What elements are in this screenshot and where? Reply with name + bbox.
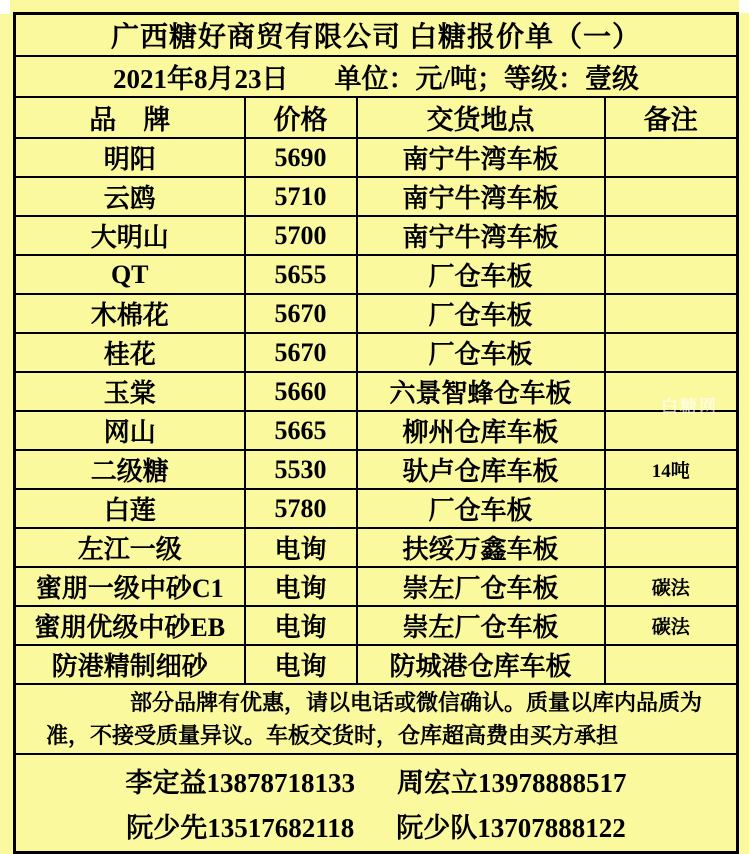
remark-cell: 碳法 [605, 567, 738, 606]
brand-cell: 蜜朋优级中砂EB [15, 606, 245, 645]
remark-cell [605, 216, 738, 255]
price-cell: 5670 [245, 294, 357, 333]
remark-cell [605, 411, 738, 450]
brand-cell: 玉棠 [15, 372, 245, 411]
location-cell: 南宁牛湾车板 [357, 216, 605, 255]
remark-cell [605, 177, 738, 216]
notes-cell [15, 684, 738, 754]
contact-name: 周宏立 [397, 768, 478, 798]
table-row [15, 177, 738, 216]
remark-cell [605, 528, 738, 567]
notes-row [15, 684, 738, 754]
table-row [15, 567, 738, 606]
remark-cell [605, 294, 738, 333]
sheet-title: 广西糖好商贸有限公司 白糖报价单（一） [15, 14, 738, 57]
remark-cell: 14吨 [605, 450, 738, 489]
brand-cell: 桂花 [15, 333, 245, 372]
price-cell: 电询 [245, 567, 357, 606]
contact-entry [126, 761, 356, 800]
price-cell: 5530 [245, 450, 357, 489]
price-cell: 5665 [245, 411, 357, 450]
contact-entry [126, 806, 354, 845]
price-cell: 5655 [245, 255, 357, 294]
price-cell: 电询 [245, 528, 357, 567]
price-cell: 电询 [245, 606, 357, 645]
price-cell: 电询 [245, 645, 357, 684]
table-row [15, 333, 738, 372]
remark-cell [605, 372, 738, 411]
remark-cell [605, 645, 738, 684]
brand-cell: 木棉花 [15, 294, 245, 333]
location-cell: 扶绥万鑫车板 [357, 528, 605, 567]
column-header-remark: 备注 [605, 97, 738, 138]
column-header-price: 价格 [245, 97, 357, 138]
date-cell [15, 56, 738, 97]
location-cell: 崇左厂仓车板 [357, 606, 605, 645]
brand-cell: 防港精制细砂 [15, 645, 245, 684]
location-cell: 驮卢仓库车板 [357, 450, 605, 489]
brand-cell: QT [15, 255, 245, 294]
location-cell: 南宁牛湾车板 [357, 177, 605, 216]
table-row [15, 606, 738, 645]
brand-cell: 蜜朋一级中砂C1 [15, 567, 245, 606]
location-cell: 防城港仓库车板 [357, 645, 605, 684]
contact-entry [397, 761, 627, 800]
table-row [15, 372, 738, 411]
price-cell: 5690 [245, 138, 357, 177]
table-row [15, 138, 738, 177]
note-line-1: 部分品牌有优惠，请以电话或微信确认。质量以库内品质为 [130, 690, 703, 715]
table-row [15, 216, 738, 255]
remark-cell [605, 489, 738, 528]
contacts-cell [15, 754, 738, 853]
contact-name: 阮少队 [396, 813, 478, 843]
column-header-location: 交货地点 [357, 97, 605, 138]
column-header-brand: 品 牌 [15, 97, 245, 138]
remark-cell [605, 255, 738, 294]
remark-cell [605, 333, 738, 372]
report-date: 2021年8月23日 [113, 64, 289, 94]
header-row [15, 97, 738, 138]
table-row [15, 450, 738, 489]
brand-cell: 左江一级 [15, 528, 245, 567]
note-line-2: 准，不接受质量异议。车板交货时，仓库超高费由买方承担 [46, 723, 619, 748]
price-cell: 5660 [245, 372, 357, 411]
scan-artifact-top-left [0, 0, 10, 14]
location-cell: 崇左厂仓车板 [357, 567, 605, 606]
watermark-text: 白糖网 [661, 397, 718, 416]
table-row [15, 411, 738, 450]
contact-name: 李定益 [125, 768, 207, 798]
contact-phone: 13517682118 [207, 813, 355, 843]
contacts-row [15, 754, 738, 853]
scan-artifact-top-right [739, 0, 749, 13]
brand-cell: 明阳 [15, 138, 245, 177]
location-cell: 六景智蜂仓车板 [357, 372, 605, 411]
location-cell: 厂仓车板 [357, 255, 605, 294]
location-cell: 厂仓车板 [357, 333, 605, 372]
table-row [15, 294, 738, 333]
brand-cell: 云鸥 [15, 177, 245, 216]
price-cell: 5670 [245, 333, 357, 372]
brand-cell: 网山 [15, 411, 245, 450]
remark-cell: 碳法 [605, 606, 738, 645]
table-row [15, 489, 738, 528]
location-cell: 南宁牛湾车板 [357, 138, 605, 177]
remark-cell [605, 138, 738, 177]
title-row [15, 14, 738, 57]
location-cell: 柳州仓库车板 [357, 411, 605, 450]
contact-phone: 13878718133 [206, 768, 355, 798]
contact-phone: 13707888122 [477, 813, 626, 843]
contact-phone: 13978888517 [478, 768, 627, 798]
brand-cell: 大明山 [15, 216, 245, 255]
price-cell: 5710 [245, 177, 357, 216]
table-row [15, 645, 738, 684]
sugar-price-table [13, 12, 739, 854]
table-row [15, 528, 738, 567]
price-cell: 5780 [245, 489, 357, 528]
date-row [15, 56, 738, 97]
contact-name: 阮少先 [126, 813, 208, 843]
price-cell: 5700 [245, 216, 357, 255]
unit-grade-label: 单位：元/吨；等级：壹级 [334, 64, 640, 94]
brand-cell: 二级糖 [15, 450, 245, 489]
table-row [15, 255, 738, 294]
brand-cell: 白莲 [15, 489, 245, 528]
location-cell: 厂仓车板 [357, 489, 605, 528]
contact-entry [396, 806, 626, 845]
location-cell: 厂仓车板 [357, 294, 605, 333]
